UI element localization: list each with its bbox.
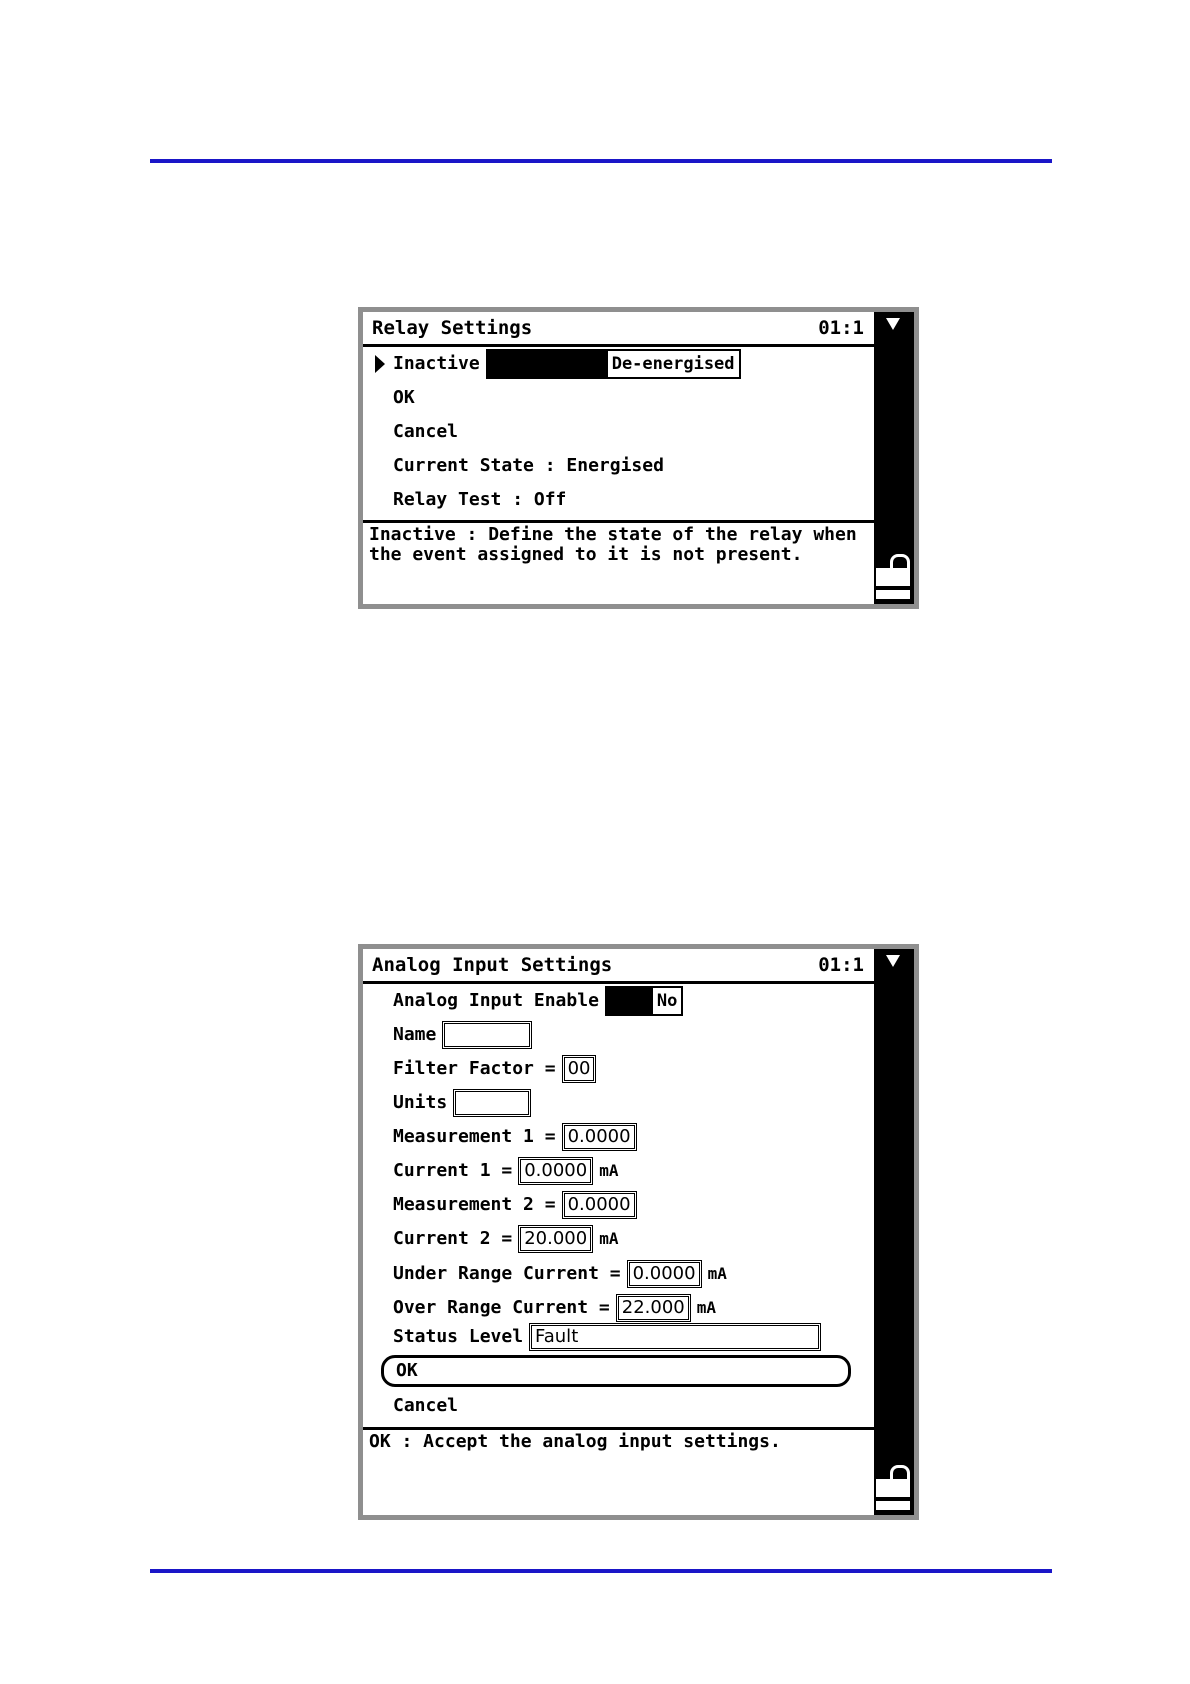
- screen-title: Relay Settings: [372, 317, 533, 339]
- over-range-label: Over Range Current =: [393, 1297, 610, 1318]
- help-text: Inactive : Define the state of the relay when the event assigned to it is not present.: [363, 520, 874, 604]
- ok-label: OK: [393, 387, 415, 408]
- name-field[interactable]: [442, 1021, 532, 1049]
- inactive-select[interactable]: [486, 349, 741, 379]
- screen-title: Analog Input Settings: [372, 954, 613, 976]
- status-level-label: Status Level: [393, 1326, 524, 1347]
- menu-item-ok[interactable]: [393, 383, 415, 413]
- filter-label: Filter Factor =: [393, 1058, 556, 1079]
- menu-item-cancel[interactable]: [393, 417, 458, 447]
- enable-label: Analog Input Enable: [393, 990, 599, 1011]
- filter-field[interactable]: 00: [562, 1055, 597, 1083]
- units-field[interactable]: [453, 1089, 531, 1117]
- cancel-label: Cancel: [393, 421, 459, 442]
- select-highlight: [607, 988, 653, 1014]
- menu-item-cancel[interactable]: [393, 1391, 458, 1421]
- measurement-1-field[interactable]: 0.0000: [562, 1123, 637, 1151]
- menu-item-analog-enable[interactable]: [393, 986, 683, 1016]
- menu-item-over-range[interactable]: [393, 1293, 716, 1323]
- unit-label: mA: [707, 1264, 727, 1283]
- relay-test-text: Relay Test : Off: [393, 489, 567, 510]
- scroll-down-icon[interactable]: [886, 955, 900, 967]
- menu-item-current-1[interactable]: [393, 1156, 618, 1186]
- unit-label: mA: [599, 1229, 619, 1248]
- menu-item-status-level[interactable]: [393, 1322, 821, 1352]
- menu-item-units[interactable]: [393, 1088, 531, 1118]
- relay-settings-screen: [358, 307, 919, 609]
- measurement-2-label: Measurement 2 =: [393, 1194, 556, 1215]
- lock-icon: [876, 554, 912, 600]
- menu-item-measurement-1[interactable]: [393, 1122, 637, 1152]
- cancel-label: Cancel: [393, 1395, 459, 1416]
- title-bar: [363, 312, 874, 347]
- name-label: Name: [393, 1024, 437, 1045]
- scroll-sidebar: [874, 312, 914, 604]
- current-2-field[interactable]: 20.000: [518, 1225, 593, 1253]
- scroll-sidebar: [874, 949, 914, 1515]
- inactive-value: De-energised: [611, 354, 735, 374]
- select-highlight: [488, 351, 608, 377]
- current-1-field[interactable]: 0.0000: [518, 1157, 593, 1185]
- unit-label: mA: [696, 1298, 716, 1317]
- scroll-down-icon[interactable]: [886, 318, 900, 330]
- menu-item-current-2[interactable]: [393, 1224, 618, 1254]
- menu-item-name[interactable]: [393, 1020, 532, 1050]
- analog-input-settings-screen: [358, 944, 919, 1520]
- footer-rule: [150, 1569, 1052, 1573]
- under-range-label: Under Range Current =: [393, 1263, 621, 1284]
- menu-item-current-state: [393, 451, 664, 481]
- menu-item-relay-test[interactable]: [393, 485, 566, 515]
- header-rule: [150, 159, 1052, 163]
- menu-item-measurement-2[interactable]: [393, 1190, 637, 1220]
- page-indicator: 01:1: [818, 317, 864, 339]
- title-bar: [363, 949, 874, 984]
- under-range-field[interactable]: 0.0000: [627, 1260, 702, 1288]
- current-state-text: Current State : Energised: [393, 455, 664, 476]
- current-2-label: Current 2 =: [393, 1228, 513, 1249]
- over-range-field[interactable]: 22.000: [616, 1294, 691, 1322]
- measurement-1-label: Measurement 1 =: [393, 1126, 556, 1147]
- menu-item-filter-factor[interactable]: [393, 1054, 596, 1084]
- inactive-label: Inactive: [393, 353, 480, 374]
- page-indicator: 01:1: [818, 954, 864, 976]
- enable-value: No: [656, 991, 678, 1011]
- menu-item-inactive[interactable]: [393, 349, 741, 379]
- status-level-field[interactable]: Fault: [529, 1323, 821, 1351]
- menu-item-under-range[interactable]: [393, 1259, 727, 1289]
- enable-select[interactable]: [605, 986, 683, 1016]
- lock-icon: [876, 1465, 912, 1511]
- measurement-2-field[interactable]: 0.0000: [562, 1191, 637, 1219]
- units-label: Units: [393, 1092, 448, 1113]
- ok-button[interactable]: OK: [381, 1355, 851, 1387]
- unit-label: mA: [599, 1161, 619, 1180]
- current-1-label: Current 1 =: [393, 1160, 513, 1181]
- help-text: OK : Accept the analog input settings.: [363, 1427, 874, 1515]
- selection-cursor-icon: [375, 355, 385, 373]
